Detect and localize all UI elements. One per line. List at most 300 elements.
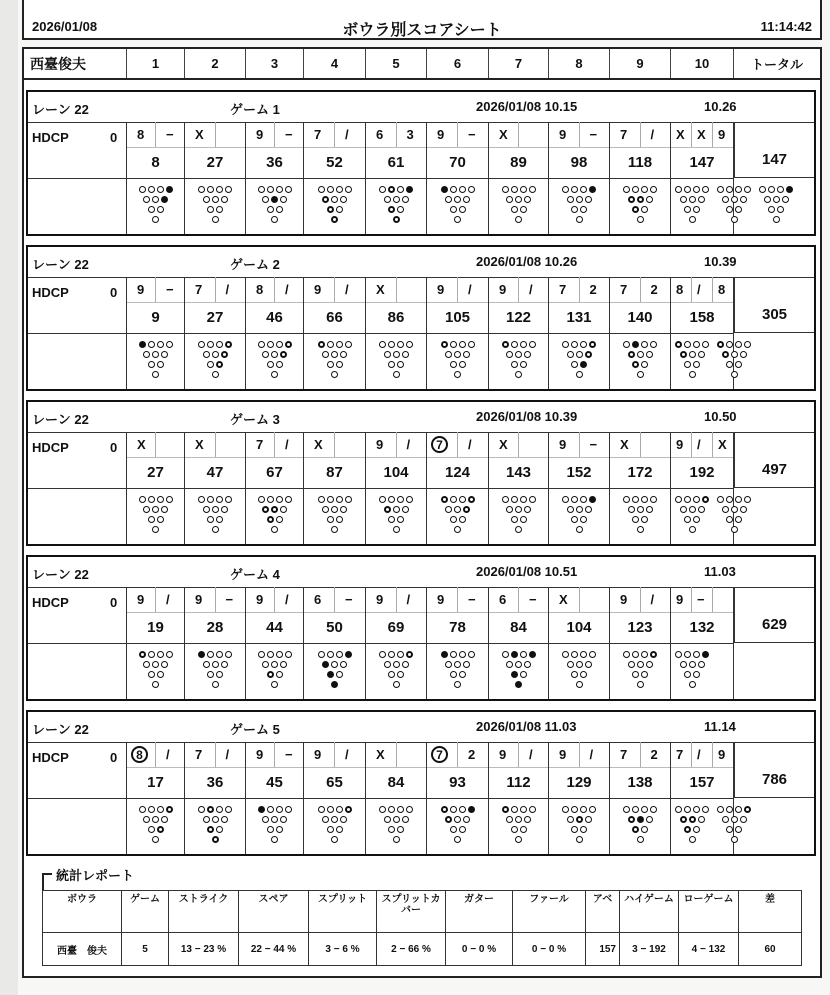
pin-down-icon <box>148 341 155 348</box>
pin-down-icon <box>152 836 159 843</box>
pin-down-icon <box>524 661 531 668</box>
game-title: ゲーム 3 <box>230 412 280 427</box>
pin-down-icon <box>585 816 592 823</box>
pin-down-icon <box>689 681 696 688</box>
pin-diagram <box>318 494 352 544</box>
pin-down-icon <box>379 496 386 503</box>
frame-balls <box>246 432 303 458</box>
ball-mark: 7 <box>671 742 692 767</box>
pin-row <box>511 359 527 369</box>
pin-row <box>143 814 168 824</box>
pin-standing-icon <box>345 651 352 658</box>
pin-spare-icon <box>441 341 448 348</box>
pin-down-icon <box>212 196 219 203</box>
frame-score: 17 <box>127 767 184 799</box>
ball-mark: 7 <box>610 742 641 767</box>
ball-mark: / <box>529 282 533 297</box>
pin-diagrams <box>304 179 365 234</box>
frame-cell <box>185 742 246 854</box>
pin-down-icon <box>267 496 274 503</box>
pin-down-icon <box>693 206 700 213</box>
pin-diagram <box>623 804 657 854</box>
pin-down-icon <box>459 341 466 348</box>
pin-diagram <box>623 339 657 389</box>
pin-down-icon <box>327 496 334 503</box>
pin-standing-icon <box>327 671 334 678</box>
pin-row <box>576 834 583 844</box>
ball-mark: 7 <box>304 122 335 147</box>
pin-row <box>388 824 404 834</box>
total-header: トータル <box>750 57 803 72</box>
pin-diagrams <box>185 489 245 544</box>
pin-down-icon <box>450 206 457 213</box>
pin-down-icon <box>459 516 466 523</box>
pin-down-icon <box>646 661 653 668</box>
pin-row <box>393 524 400 534</box>
pin-down-icon <box>689 196 696 203</box>
pin-down-icon <box>726 516 733 523</box>
pin-row <box>384 194 409 204</box>
pin-row <box>450 669 466 679</box>
pin-row <box>143 349 168 359</box>
pin-diagram <box>318 184 352 234</box>
pin-down-icon <box>276 806 283 813</box>
pin-row <box>139 804 173 814</box>
pin-down-icon <box>722 506 729 513</box>
pin-down-icon <box>148 806 155 813</box>
pin-down-icon <box>623 651 630 658</box>
pin-down-icon <box>336 206 343 213</box>
pin-diagrams <box>549 644 609 699</box>
pin-down-icon <box>331 506 338 513</box>
frame-cell <box>304 122 366 234</box>
pin-diagrams <box>366 179 426 234</box>
pin-diagrams <box>671 179 733 234</box>
pin-row <box>675 494 709 504</box>
pin-down-icon <box>740 351 747 358</box>
pin-row <box>689 369 696 379</box>
pin-row <box>576 369 583 379</box>
pin-row <box>717 339 751 349</box>
pin-spare-icon <box>207 806 214 813</box>
pin-row <box>258 804 292 814</box>
pin-row <box>441 494 475 504</box>
pin-down-icon <box>529 806 536 813</box>
pin-row <box>331 369 338 379</box>
ball-mark: 9 <box>366 432 397 457</box>
pin-row <box>445 504 470 514</box>
frame-score: 89 <box>489 147 548 179</box>
pin-down-icon <box>468 651 475 658</box>
frame-balls <box>489 122 548 148</box>
pin-diagram <box>379 494 413 544</box>
frame-score: 87 <box>304 457 365 489</box>
ball-mark <box>713 587 733 612</box>
hdcp-value: 0 <box>110 750 118 765</box>
pin-diagrams <box>427 489 488 544</box>
frame-balls <box>304 432 365 458</box>
pin-diagrams <box>304 489 365 544</box>
pin-down-icon <box>393 816 400 823</box>
pin-down-icon <box>693 496 700 503</box>
pin-diagram <box>623 494 657 544</box>
stats-table <box>42 890 802 966</box>
pin-row <box>331 679 338 689</box>
pin-row <box>379 649 413 659</box>
pin-down-icon <box>463 196 470 203</box>
pin-down-icon <box>379 806 386 813</box>
pin-row <box>454 214 461 224</box>
ball-mark: / <box>529 747 533 762</box>
pin-row <box>637 679 644 689</box>
hdcp-label: HDCP <box>32 595 69 610</box>
pin-down-icon <box>675 496 682 503</box>
pin-down-icon <box>515 506 522 513</box>
frame-balls <box>489 587 548 613</box>
pin-down-icon <box>580 516 587 523</box>
pin-down-icon <box>735 826 742 833</box>
pin-row <box>148 514 164 524</box>
pin-diagram <box>379 184 413 234</box>
pin-diagram <box>198 339 232 389</box>
frame-score: 52 <box>304 147 365 179</box>
pin-row <box>675 339 709 349</box>
frame-cell <box>489 742 549 854</box>
pin-spare-icon <box>722 351 729 358</box>
pin-row <box>441 649 475 659</box>
pin-down-icon <box>271 216 278 223</box>
ball-mark: X <box>185 432 216 457</box>
stats-split-cover: 2 − 66 % <box>377 933 446 966</box>
pin-spare-icon <box>441 496 448 503</box>
pin-down-icon <box>515 196 522 203</box>
frame-score: 78 <box>427 612 488 644</box>
pin-down-icon <box>340 816 347 823</box>
pin-down-icon <box>276 496 283 503</box>
pin-diagrams <box>427 334 488 389</box>
pin-down-icon <box>340 506 347 513</box>
pin-down-icon <box>698 816 705 823</box>
ball-mark: 9 <box>127 587 156 612</box>
pin-row <box>143 194 168 204</box>
pin-down-icon <box>143 661 150 668</box>
ball-mark: − <box>345 592 353 607</box>
pin-row <box>203 814 228 824</box>
pin-row <box>388 359 404 369</box>
title-bar <box>22 0 822 40</box>
pin-down-icon <box>693 651 700 658</box>
frame-cell <box>489 277 549 389</box>
pin-spare-icon <box>221 351 228 358</box>
pin-down-icon <box>152 371 159 378</box>
pin-row <box>502 649 536 659</box>
pin-down-icon <box>576 526 583 533</box>
pin-row <box>271 369 278 379</box>
game-header <box>28 557 814 588</box>
pin-row <box>689 524 696 534</box>
pin-down-icon <box>524 351 531 358</box>
frame-score: 61 <box>366 147 426 179</box>
pin-down-icon <box>726 186 733 193</box>
pin-down-icon <box>331 351 338 358</box>
pin-down-icon <box>454 661 461 668</box>
pin-row <box>450 359 466 369</box>
stats-spare: 22 − 44 % <box>239 933 309 966</box>
pin-row <box>454 524 461 534</box>
pin-down-icon <box>576 506 583 513</box>
pin-row <box>393 679 400 689</box>
pin-down-icon <box>318 651 325 658</box>
pin-row <box>441 184 475 194</box>
pin-down-icon <box>740 196 747 203</box>
pin-row <box>322 504 347 514</box>
pin-down-icon <box>702 186 709 193</box>
pin-spare-icon <box>271 506 278 513</box>
pin-standing-icon <box>198 651 205 658</box>
pin-diagram <box>139 649 173 699</box>
game-title: ゲーム 5 <box>230 722 280 737</box>
pin-down-icon <box>225 651 232 658</box>
pin-down-icon <box>689 526 696 533</box>
frame-score: 147 <box>671 147 733 179</box>
pin-down-icon <box>502 496 509 503</box>
pin-down-icon <box>207 341 214 348</box>
pin-down-icon <box>267 651 274 658</box>
game-total: 629 <box>734 587 814 643</box>
pin-row <box>258 184 292 194</box>
pin-down-icon <box>271 371 278 378</box>
pin-down-icon <box>336 186 343 193</box>
pin-down-icon <box>276 516 283 523</box>
game-title: ゲーム 2 <box>230 257 280 272</box>
frame-balls <box>185 122 245 148</box>
pin-diagram <box>502 494 536 544</box>
pin-diagram <box>379 649 413 699</box>
pin-down-icon <box>693 826 700 833</box>
pin-spare-icon <box>684 826 691 833</box>
ball-mark: − <box>468 592 476 607</box>
pin-row <box>262 814 287 824</box>
pin-down-icon <box>454 216 461 223</box>
frame-cell <box>671 277 734 389</box>
pin-down-icon <box>327 361 334 368</box>
frame-cell <box>549 587 610 699</box>
game-start-time: 2026/01/08 10.26 <box>476 254 578 269</box>
pin-down-icon <box>327 826 334 833</box>
pin-row <box>207 204 223 214</box>
pin-down-icon <box>379 341 386 348</box>
pin-down-icon <box>567 816 574 823</box>
frame-cell <box>366 122 427 234</box>
frame-score: 124 <box>427 457 488 489</box>
pin-spare-icon <box>345 806 352 813</box>
pin-standing-icon <box>322 661 329 668</box>
pin-row <box>327 359 343 369</box>
frame-cell <box>427 122 489 234</box>
ball-mark: 7 <box>610 122 641 147</box>
pin-diagram <box>623 184 657 234</box>
pin-row <box>689 834 696 844</box>
pin-down-icon <box>397 516 404 523</box>
pin-down-icon <box>322 351 329 358</box>
pin-down-icon <box>445 351 452 358</box>
pin-row <box>680 814 705 824</box>
ball-mark <box>519 122 548 147</box>
pin-down-icon <box>148 361 155 368</box>
frame-cell <box>185 277 246 389</box>
pin-down-icon <box>641 806 648 813</box>
pin-diagrams <box>304 334 365 389</box>
pin-row <box>571 359 587 369</box>
pin-diagram <box>562 494 596 544</box>
frame-balls <box>246 122 303 148</box>
pin-down-icon <box>318 186 325 193</box>
pin-down-icon <box>327 806 334 813</box>
pin-diagram <box>562 339 596 389</box>
pin-row <box>393 834 400 844</box>
ball-mark: 2 <box>468 747 476 762</box>
pin-row <box>379 804 413 814</box>
pin-row <box>515 214 522 224</box>
game-total: 147 <box>734 122 814 178</box>
pin-down-icon <box>693 671 700 678</box>
pin-down-icon <box>258 341 265 348</box>
pin-down-icon <box>148 826 155 833</box>
pin-row <box>567 504 592 514</box>
pin-down-icon <box>580 651 587 658</box>
stats-strike: 13 − 23 % <box>169 933 239 966</box>
pin-down-icon <box>393 371 400 378</box>
pin-spare-icon <box>441 806 448 813</box>
pin-down-icon <box>562 806 569 813</box>
game-block <box>26 710 816 856</box>
pin-down-icon <box>198 806 205 813</box>
pin-down-icon <box>693 806 700 813</box>
game-header <box>28 247 814 278</box>
pin-down-icon <box>524 196 531 203</box>
pin-down-icon <box>684 516 691 523</box>
pin-row <box>632 669 648 679</box>
scan-margin <box>0 0 18 995</box>
pin-down-icon <box>331 196 338 203</box>
stats-header-row <box>43 891 802 933</box>
pin-down-icon <box>207 651 214 658</box>
pin-down-icon <box>777 206 784 213</box>
pin-down-icon <box>515 816 522 823</box>
ball-mark: X <box>549 587 580 612</box>
pin-spare-icon <box>280 351 287 358</box>
pin-down-icon <box>143 816 150 823</box>
frame-balls <box>246 742 303 768</box>
ball-mark: 9 <box>718 127 726 142</box>
pin-row <box>632 359 648 369</box>
pin-spare-icon <box>628 816 635 823</box>
pin-down-icon <box>262 661 269 668</box>
pin-diagrams <box>549 179 609 234</box>
pin-down-icon <box>207 361 214 368</box>
pin-down-icon <box>198 341 205 348</box>
pin-down-icon <box>450 806 457 813</box>
frame-balls <box>246 277 303 303</box>
ball-mark: X <box>610 432 641 457</box>
pin-row <box>207 359 223 369</box>
pin-diagram <box>379 339 413 389</box>
ball-mark: 7 <box>610 277 641 302</box>
lane-label: レーン 22 <box>32 102 89 117</box>
pin-down-icon <box>327 516 334 523</box>
pin-row <box>454 679 461 689</box>
pin-down-icon <box>567 351 574 358</box>
pin-row <box>379 494 413 504</box>
pin-diagrams <box>671 799 733 854</box>
pin-down-icon <box>388 651 395 658</box>
pin-down-icon <box>524 816 531 823</box>
pin-row <box>384 349 409 359</box>
ball-mark: 8 <box>718 282 726 297</box>
ball-mark: − <box>166 282 174 297</box>
pin-down-icon <box>529 186 536 193</box>
frame-header: 6 <box>427 49 489 78</box>
game-block <box>26 245 816 391</box>
pin-down-icon <box>641 361 648 368</box>
frame-cell <box>246 277 304 389</box>
pin-down-icon <box>529 496 536 503</box>
pin-row <box>267 514 283 524</box>
frame-cell <box>610 587 671 699</box>
split-mark: 8 <box>131 746 148 763</box>
pin-down-icon <box>773 216 780 223</box>
pin-diagram <box>318 804 352 854</box>
pin-down-icon <box>646 196 653 203</box>
pin-down-icon <box>393 836 400 843</box>
pin-down-icon <box>161 506 168 513</box>
pin-row <box>379 339 413 349</box>
pin-spare-icon <box>393 216 400 223</box>
ball-mark: 2 <box>589 282 597 297</box>
frame-score: 9 <box>127 302 184 334</box>
pin-down-icon <box>506 506 513 513</box>
pin-diagram <box>502 649 536 699</box>
ball-mark: 8 <box>246 277 275 302</box>
pin-down-icon <box>393 526 400 533</box>
pin-spare-icon <box>502 806 509 813</box>
frame-cell <box>185 587 246 699</box>
ball-mark: 9 <box>304 742 335 767</box>
ball-mark: 9 <box>304 277 335 302</box>
pin-standing-icon <box>406 186 413 193</box>
stats-bowler: 西臺 俊夫 <box>43 933 122 966</box>
pin-spare-icon <box>689 816 696 823</box>
frame-header: 9 <box>610 49 671 78</box>
pin-down-icon <box>216 671 223 678</box>
pin-spare-icon <box>207 826 214 833</box>
frame-balls <box>549 432 609 458</box>
lane-label: レーン 22 <box>32 412 89 427</box>
pin-row <box>148 359 164 369</box>
pin-down-icon <box>520 516 527 523</box>
pin-down-icon <box>740 506 747 513</box>
pin-diagram <box>502 339 536 389</box>
pin-down-icon <box>148 496 155 503</box>
pin-down-icon <box>580 671 587 678</box>
pin-row <box>318 804 352 814</box>
pin-down-icon <box>520 341 527 348</box>
pin-row <box>212 369 219 379</box>
pin-row <box>684 359 700 369</box>
pin-spare-icon <box>585 351 592 358</box>
frame-header: 2 <box>185 49 246 78</box>
pin-diagram <box>198 649 232 699</box>
